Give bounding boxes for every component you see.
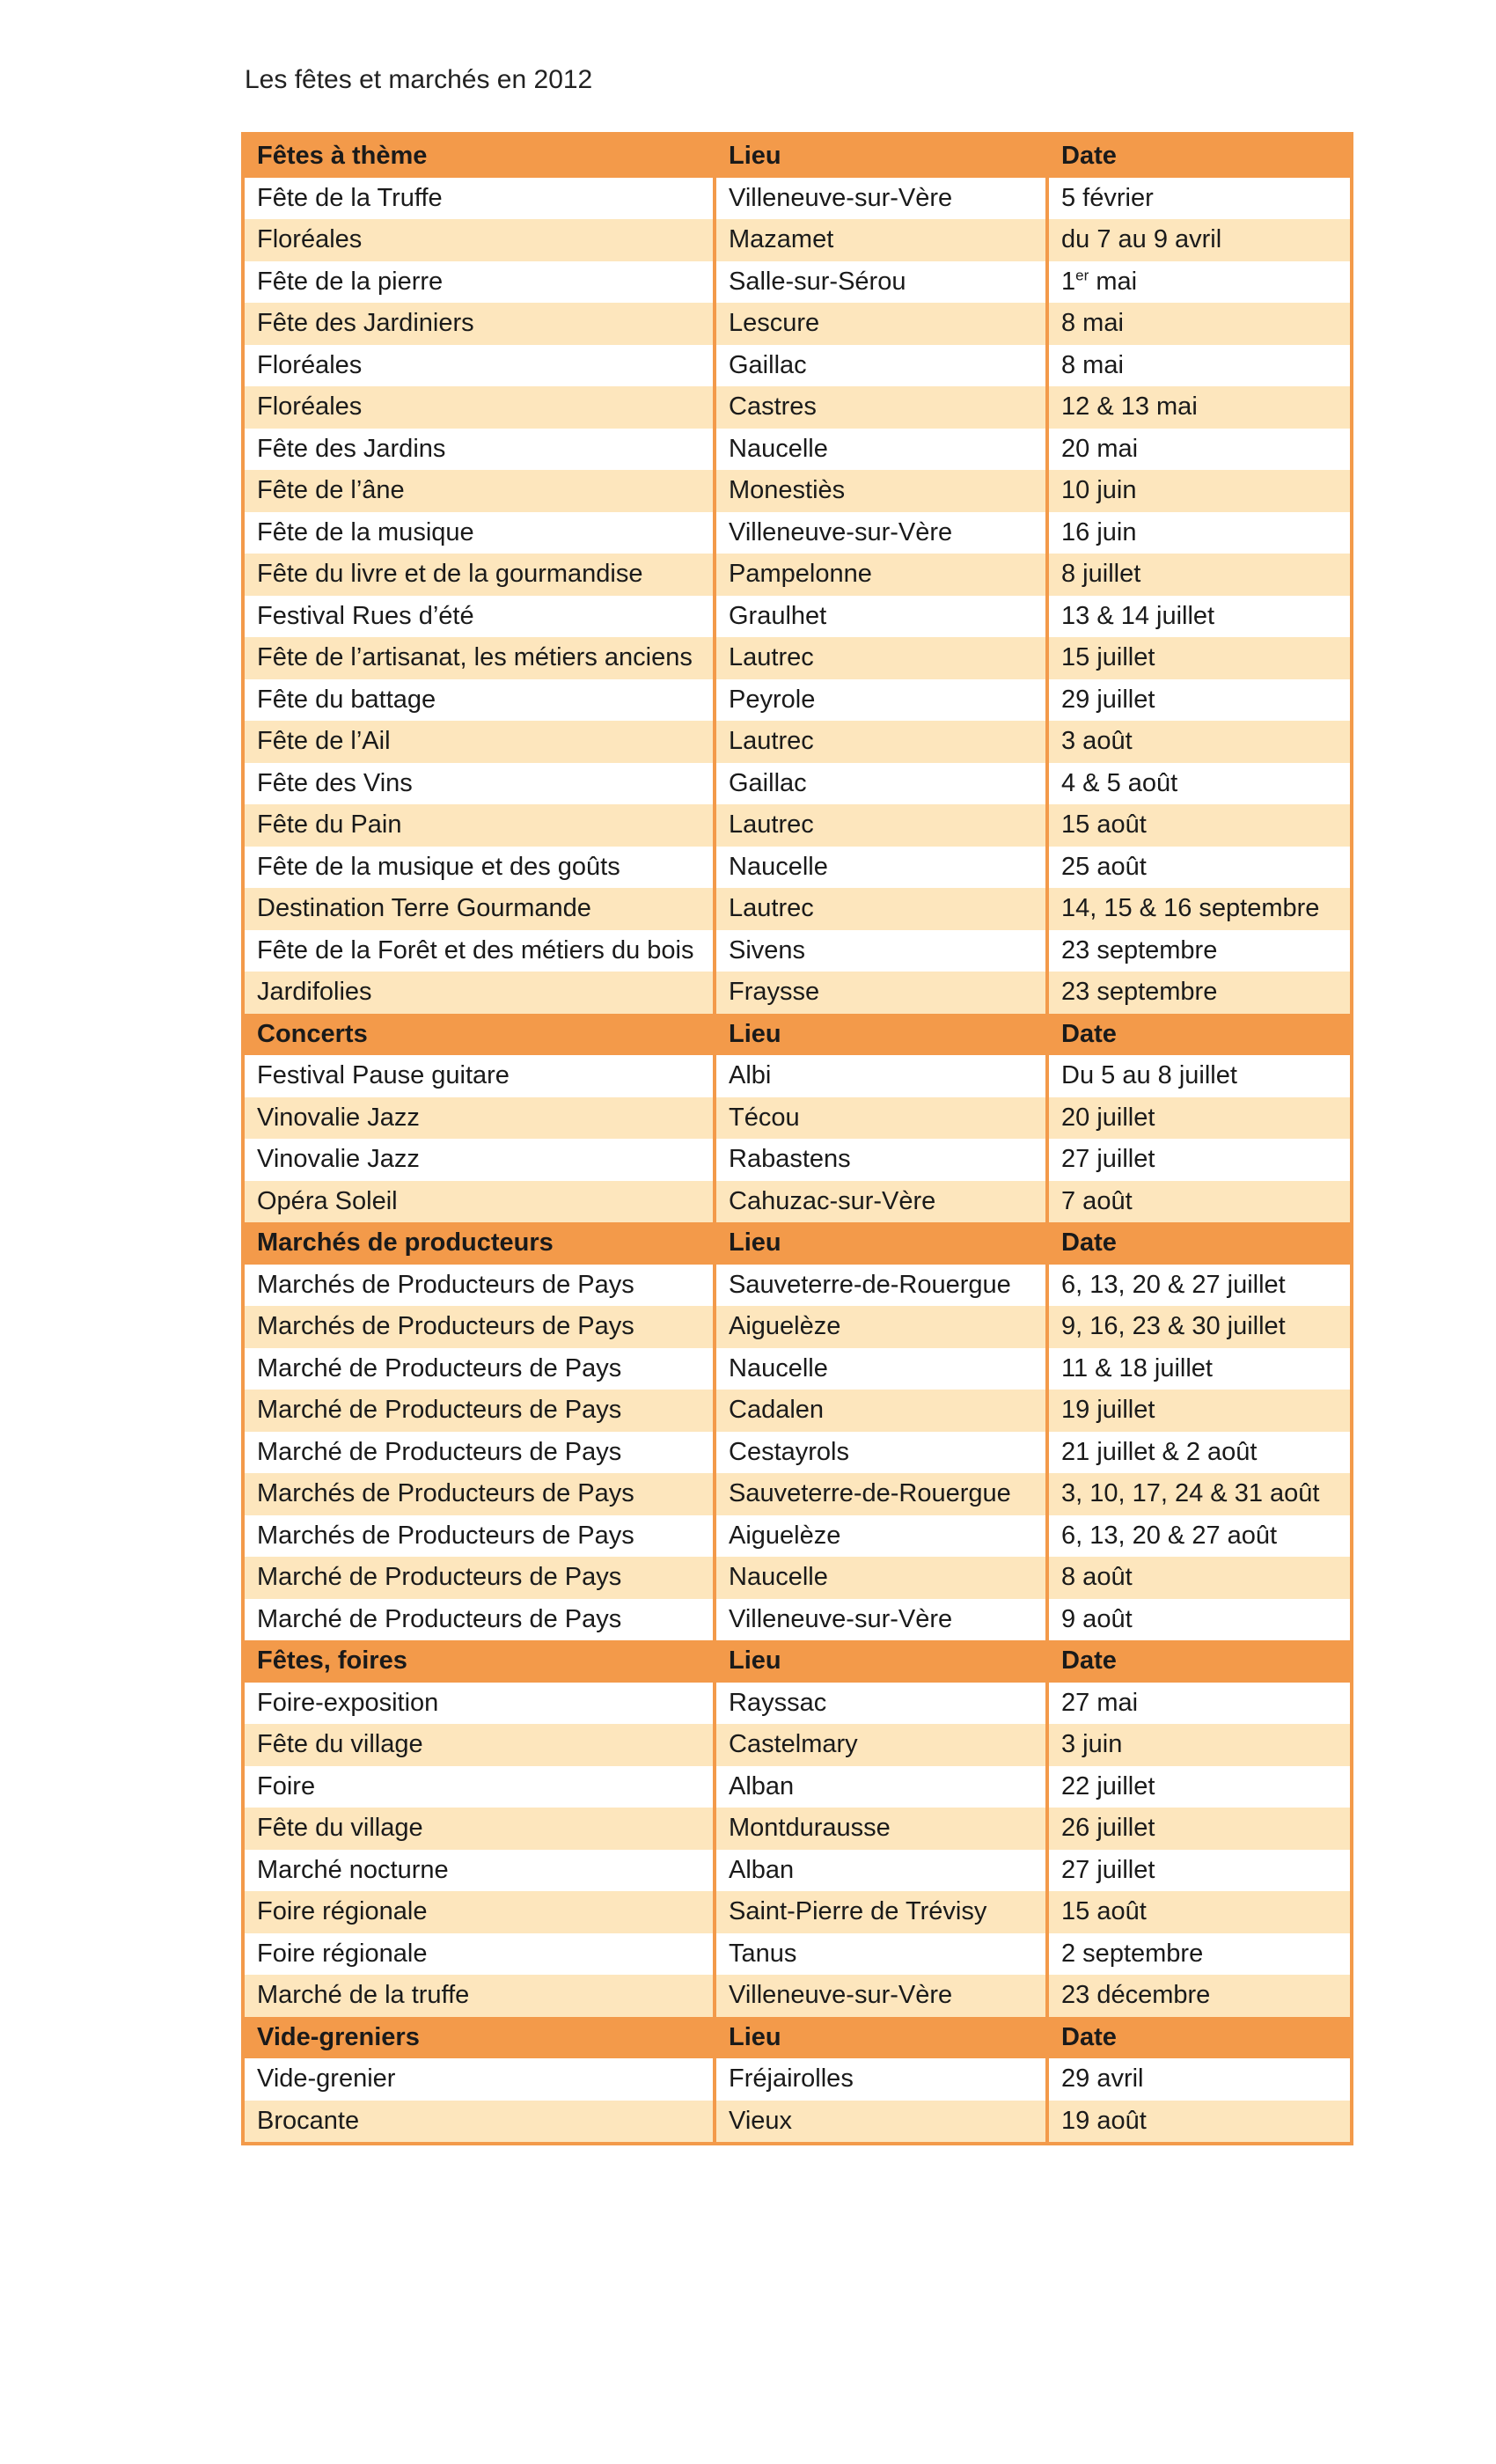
event-name-cell: Fête de l’âne: [245, 470, 716, 512]
column-header: Lieu: [716, 1640, 1049, 1683]
location-cell: Villeneuve-sur-Vère: [716, 512, 1049, 554]
event-name-cell: Floréales: [245, 219, 716, 261]
location-cell: Tanus: [716, 1933, 1049, 1976]
table-row: [245, 1055, 1350, 1097]
location-cell: Rabastens: [716, 1139, 1049, 1181]
location-cell: Graulhet: [716, 596, 1049, 638]
column-header: Lieu: [716, 136, 1049, 178]
table-row: [245, 1557, 1350, 1599]
event-name-cell: Marchés de Producteurs de Pays: [245, 1473, 716, 1515]
table-row: [245, 1265, 1350, 1307]
page-title: Les fêtes et marchés en 2012: [245, 65, 593, 94]
event-name-cell: Floréales: [245, 386, 716, 429]
event-name-cell: Marché de Producteurs de Pays: [245, 1557, 716, 1599]
date-cell: 14, 15 & 16 septembre: [1061, 894, 1320, 922]
event-name-cell: Marché de Producteurs de Pays: [245, 1390, 716, 1432]
event-name-cell: Fête des Jardiniers: [245, 303, 716, 345]
event-name-cell: Fête du village: [245, 1724, 716, 1766]
column-header: Fêtes à thème: [245, 136, 716, 178]
section-header-row: [245, 1222, 1350, 1265]
table-row: [245, 303, 1350, 345]
table-row: [245, 1348, 1350, 1390]
date-cell: 16 juin: [1061, 517, 1137, 546]
event-name-cell: Jardifolies: [245, 972, 716, 1014]
location-cell: Naucelle: [716, 1348, 1049, 1390]
event-name-cell: Fête des Vins: [245, 763, 716, 805]
location-cell: Saint-Pierre de Trévisy: [716, 1891, 1049, 1933]
location-cell: Fréjairolles: [716, 2058, 1049, 2101]
event-name-cell: Fête des Jardins: [245, 429, 716, 471]
event-name-cell: Marchés de Producteurs de Pays: [245, 1515, 716, 1558]
date-cell: 13 & 14 juillet: [1061, 601, 1215, 630]
location-cell: Alban: [716, 1850, 1049, 1892]
location-cell: Salle-sur-Sérou: [716, 261, 1049, 304]
table-row: [245, 1432, 1350, 1474]
location-cell: Lautrec: [716, 804, 1049, 847]
table-row: [245, 637, 1350, 679]
date-cell: 12 & 13 mai: [1061, 392, 1198, 421]
date-cell: 3 juin: [1061, 1730, 1123, 1758]
date-cell: 27 mai: [1061, 1688, 1139, 1717]
event-name-cell: Fête du livre et de la gourmandise: [245, 554, 716, 596]
table-row: [245, 804, 1350, 847]
table-row: [245, 429, 1350, 471]
date-cell: 23 décembre: [1061, 1981, 1211, 2009]
event-name-cell: Marchés de Producteurs de Pays: [245, 1265, 716, 1307]
event-name-cell: Opéra Soleil: [245, 1181, 716, 1223]
location-cell: Cadalen: [716, 1390, 1049, 1432]
location-cell: Lautrec: [716, 721, 1049, 763]
event-name-cell: Fête de la musique: [245, 512, 716, 554]
location-cell: Sauveterre-de-Rouergue: [716, 1473, 1049, 1515]
location-cell: Peyrole: [716, 679, 1049, 722]
date-cell: 15 juillet: [1061, 643, 1155, 671]
date-cell: 7 août: [1061, 1186, 1133, 1215]
table-row: [245, 763, 1350, 805]
table-row: [245, 470, 1350, 512]
date-cell: 22 juillet: [1061, 1771, 1155, 1800]
location-cell: Sivens: [716, 930, 1049, 972]
event-name-cell: Marché de la truffe: [245, 1975, 716, 2017]
date-cell: 26 juillet: [1061, 1814, 1155, 1842]
column-header: Date: [1061, 1228, 1117, 1257]
column-header: Concerts: [245, 1014, 716, 1056]
location-cell: Naucelle: [716, 429, 1049, 471]
location-cell: Villeneuve-sur-Vère: [716, 1599, 1049, 1641]
table-row: [245, 261, 1350, 304]
table-row: [245, 2101, 1350, 2143]
event-name-cell: Marché nocturne: [245, 1850, 716, 1892]
table-row: [245, 554, 1350, 596]
event-name-cell: Marché de Producteurs de Pays: [245, 1432, 716, 1474]
date-cell: 19 juillet: [1061, 1396, 1155, 1424]
table-row: [245, 847, 1350, 889]
section-header-row: [245, 1014, 1350, 1056]
event-name-cell: Foire régionale: [245, 1933, 716, 1976]
date-cell: 15 août: [1061, 1897, 1147, 1925]
date-cell: 21 juillet & 2 août: [1061, 1437, 1258, 1466]
event-name-cell: Fête de l’artisanat, les métiers anciens: [245, 637, 716, 679]
location-cell: Naucelle: [716, 847, 1049, 889]
location-cell: Lautrec: [716, 888, 1049, 930]
column-header: Date: [1061, 1646, 1117, 1675]
table-row: [245, 1599, 1350, 1641]
table-row: [245, 345, 1350, 387]
location-cell: Pampelonne: [716, 554, 1049, 596]
date-cell: 20 juillet: [1061, 1103, 1155, 1132]
event-name-cell: Foire: [245, 1766, 716, 1808]
location-cell: Cahuzac-sur-Vère: [716, 1181, 1049, 1223]
table-row: [245, 1097, 1350, 1140]
date-cell: 19 août: [1061, 2106, 1147, 2135]
table-row: [245, 1683, 1350, 1725]
event-name-cell: Fête du village: [245, 1808, 716, 1850]
table-row: [245, 219, 1350, 261]
date-cell: 23 septembre: [1061, 935, 1218, 964]
date-cell: 27 juillet: [1061, 1855, 1155, 1884]
table-row: [245, 386, 1350, 429]
date-cell: 6, 13, 20 & 27 août: [1061, 1521, 1278, 1550]
location-cell: Cestayrols: [716, 1432, 1049, 1474]
table-row: [245, 1891, 1350, 1933]
event-name-cell: Fête de la Truffe: [245, 178, 716, 220]
event-name-cell: Marché de Producteurs de Pays: [245, 1348, 716, 1390]
table-row: [245, 1850, 1350, 1892]
table-row: [245, 1724, 1350, 1766]
date-cell: 29 avril: [1061, 2064, 1144, 2093]
table-row: [245, 1515, 1350, 1558]
table-row: [245, 1181, 1350, 1223]
date-cell: 25 août: [1061, 852, 1147, 881]
event-name-cell: Marchés de Producteurs de Pays: [245, 1306, 716, 1348]
location-cell: Mazamet: [716, 219, 1049, 261]
column-header: Lieu: [716, 1222, 1049, 1265]
column-header: Lieu: [716, 2017, 1049, 2059]
event-name-cell: Vinovalie Jazz: [245, 1097, 716, 1140]
date-cell: 3 août: [1061, 727, 1133, 755]
table-row: [245, 1306, 1350, 1348]
table-row: [245, 888, 1350, 930]
date-cell: 29 juillet: [1061, 685, 1155, 714]
date-cell: 3, 10, 17, 24 & 31 août: [1061, 1479, 1320, 1507]
date-cell: 11 & 18 juillet: [1061, 1353, 1213, 1382]
event-name-cell: Marché de Producteurs de Pays: [245, 1599, 716, 1641]
location-cell: Castres: [716, 386, 1049, 429]
location-cell: Lescure: [716, 303, 1049, 345]
location-cell: Naucelle: [716, 1557, 1049, 1599]
event-name-cell: Festival Pause guitare: [245, 1055, 716, 1097]
location-cell: Montdurausse: [716, 1808, 1049, 1850]
section-header-row: [245, 1640, 1350, 1683]
location-cell: Castelmary: [716, 1724, 1049, 1766]
event-name-cell: Foire régionale: [245, 1891, 716, 1933]
location-cell: Villeneuve-sur-Vère: [716, 1975, 1049, 2017]
event-name-cell: Foire-exposition: [245, 1683, 716, 1725]
event-name-cell: Vinovalie Jazz: [245, 1139, 716, 1181]
event-name-cell: Fête de la pierre: [245, 261, 716, 304]
table-row: [245, 1139, 1350, 1181]
location-cell: Alban: [716, 1766, 1049, 1808]
location-cell: Albi: [716, 1055, 1049, 1097]
table-row: [245, 2058, 1350, 2101]
location-cell: Gaillac: [716, 763, 1049, 805]
date-cell: 5 février: [1061, 183, 1154, 212]
table-row: [245, 1975, 1350, 2017]
event-name-cell: Fête du Pain: [245, 804, 716, 847]
date-cell: 8 mai: [1061, 350, 1124, 379]
table-row: [245, 972, 1350, 1014]
location-cell: Fraysse: [716, 972, 1049, 1014]
date-cell: 23 septembre: [1061, 978, 1218, 1006]
date-cell: 8 août: [1061, 1563, 1133, 1591]
table-row: [245, 1933, 1350, 1976]
event-name-cell: Fête du battage: [245, 679, 716, 722]
column-header: Marchés de producteurs: [245, 1222, 716, 1265]
date-cell: 2 septembre: [1061, 1939, 1204, 1968]
date-cell: 8 mai: [1061, 309, 1124, 337]
date-cell: 8 juillet: [1061, 560, 1141, 588]
date-cell: 4 & 5 août: [1061, 768, 1178, 797]
table-row: [245, 1808, 1350, 1850]
table-row: [245, 721, 1350, 763]
location-cell: Monestiès: [716, 470, 1049, 512]
date-cell: 9, 16, 23 & 30 juillet: [1061, 1312, 1286, 1340]
column-header: Vide-greniers: [245, 2017, 716, 2059]
table-row: [245, 1473, 1350, 1515]
date-cell: 20 mai: [1061, 434, 1139, 463]
table-row: [245, 930, 1350, 972]
event-name-cell: Festival Rues d’été: [245, 596, 716, 638]
location-cell: Técou: [716, 1097, 1049, 1140]
event-name-cell: Floréales: [245, 345, 716, 387]
event-name-cell: Vide-grenier: [245, 2058, 716, 2101]
event-name-cell: Brocante: [245, 2101, 716, 2143]
date-cell: 1er mai: [1061, 266, 1138, 296]
date-cell: 6, 13, 20 & 27 juillet: [1061, 1270, 1286, 1299]
date-cell: 15 août: [1061, 810, 1147, 839]
table-row: [245, 512, 1350, 554]
event-name-cell: Fête de l’Ail: [245, 721, 716, 763]
events-table: [241, 132, 1353, 2145]
date-cell: du 7 au 9 avril: [1061, 225, 1222, 253]
table-row: [245, 1766, 1350, 1808]
location-cell: Aiguelèze: [716, 1515, 1049, 1558]
location-cell: Vieux: [716, 2101, 1049, 2143]
column-header: Fêtes, foires: [245, 1640, 716, 1683]
column-header: Lieu: [716, 1014, 1049, 1056]
date-cell: 27 juillet: [1061, 1145, 1155, 1173]
date-cell: 9 août: [1061, 1604, 1133, 1633]
location-cell: Lautrec: [716, 637, 1049, 679]
column-header: Date: [1061, 1019, 1117, 1048]
table-row: [245, 596, 1350, 638]
table-row: [245, 1390, 1350, 1432]
location-cell: Villeneuve-sur-Vère: [716, 178, 1049, 220]
table-row: [245, 178, 1350, 220]
event-name-cell: Fête de la Forêt et des métiers du bois: [245, 930, 716, 972]
date-cell: Du 5 au 8 juillet: [1061, 1061, 1237, 1089]
location-cell: Gaillac: [716, 345, 1049, 387]
location-cell: Aiguelèze: [716, 1306, 1049, 1348]
table-row: [245, 679, 1350, 722]
event-name-cell: Fête de la musique et des goûts: [245, 847, 716, 889]
date-cell: 10 juin: [1061, 476, 1137, 504]
section-header-row: [245, 136, 1350, 178]
location-cell: Sauveterre-de-Rouergue: [716, 1265, 1049, 1307]
section-header-row: [245, 2017, 1350, 2059]
column-header: Date: [1061, 2022, 1117, 2051]
column-header: Date: [1061, 142, 1117, 170]
event-name-cell: Destination Terre Gourmande: [245, 888, 716, 930]
location-cell: Rayssac: [716, 1683, 1049, 1725]
